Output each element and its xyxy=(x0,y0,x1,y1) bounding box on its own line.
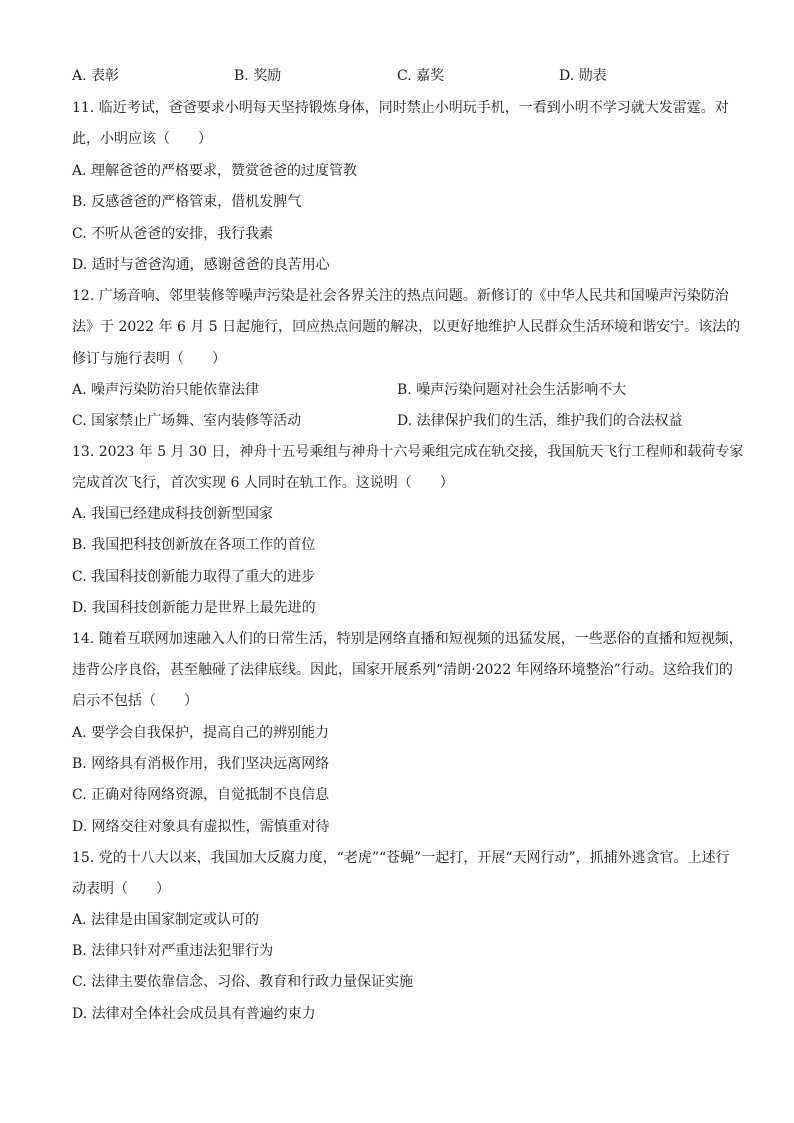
question-12-option-a: A. 噪声污染防治只能依靠法律 xyxy=(72,382,260,398)
question-13-stem-line-2: 完成首次飞行，首次实现 6 人同时在轨工作。这说明（ ） xyxy=(72,475,454,491)
question-14-stem-line-1: 14. 随着互联网加速融入人们的日常生活，特别是网络直播和短视频的迅猛发展，一些恶俗的直播和短视频， xyxy=(72,631,743,647)
question-15-option-c: C. 法律主要依靠信念、习俗、教育和行政力量保证实施 xyxy=(72,974,414,990)
option-b: B. 奖励 xyxy=(234,68,282,84)
question-13-option-b: B. 我国把科技创新放在各项工作的首位 xyxy=(72,537,316,553)
question-12-stem-line-2: 法》于 2022 年 6 月 5 日起施行，回应热点问题的解决，以更好地维护人民群众生活环境和谐安宁。该法的 xyxy=(72,319,741,335)
question-15-option-a: A. 法律是由国家制定或认可的 xyxy=(72,912,260,928)
option-d: D. 勋表 xyxy=(559,68,607,84)
question-14-option-b: B. 网络具有消极作用，我们坚决远离网络 xyxy=(72,756,330,772)
question-12-stem-line-1: 12. 广场音响、邻里装修等噪声污染是社会各界关注的热点问题。新修订的《中华人民共和国噪声污染防治 xyxy=(72,288,729,304)
question-13-option-c: C. 我国科技创新能力取得了重大的进步 xyxy=(72,569,316,585)
question-11-option-d: D. 适时与爸爸沟通，感谢爸爸的良苦用心 xyxy=(72,257,330,273)
question-11-option-c: C. 不听从爸爸的安排，我行我素 xyxy=(72,226,274,242)
question-11-option-a: A. 理解爸爸的严格要求，赞赏爸爸的过度管教 xyxy=(72,163,358,179)
question-12-stem-line-3: 修订与施行表明（ ） xyxy=(72,351,226,367)
question-11-option-b: B. 反感爸爸的严格管束，借机发脾气 xyxy=(72,194,302,210)
question-14-stem-line-2: 违背公序良俗，甚至触碰了法律底线。因此，国家开展系列“清朗·2022 年网络环境整治”行动。这给我们的 xyxy=(72,662,733,678)
question-12-option-d: D. 法律保护我们的生活，维护我们的合法权益 xyxy=(397,413,683,429)
question-12-option-c: C. 国家禁止广场舞、室内装修等活动 xyxy=(72,413,302,429)
question-12-option-b: B. 噪声污染问题对社会生活影响不大 xyxy=(397,382,627,398)
question-15-stem-line-2: 动表明（ ） xyxy=(72,881,170,897)
question-15-option-d: D. 法律对全体社会成员具有普遍约束力 xyxy=(72,1006,316,1022)
option-c: C. 嘉奖 xyxy=(397,68,445,84)
question-13-option-a: A. 我国已经建成科技创新型国家 xyxy=(72,506,274,522)
question-13-option-d: D. 我国科技创新能力是世界上最先进的 xyxy=(72,600,316,616)
question-11-stem-line-1: 11. 临近考试，爸爸要求小明每天坚持锻炼身体，同时禁止小明玩手机，一看到小明不学习就大发雷霆。对 xyxy=(72,100,729,116)
question-15-option-b: B. 法律只针对严重违法犯罪行为 xyxy=(72,943,274,959)
question-11-stem-line-2: 此，小明应该（ ） xyxy=(72,131,212,147)
question-13-stem-line-1: 13. 2023 年 5 月 30 日，神舟十五号乘组与神舟十六号乘组完成在轨交接，我国航天飞行工程师和载荷专家 xyxy=(72,444,744,460)
question-14-option-a: A. 要学会自我保护，提高自己的辨别能力 xyxy=(72,725,330,741)
question-14-option-d: D. 网络交往对象具有虚拟性，需慎重对待 xyxy=(72,819,330,835)
question-15-stem-line-1: 15. 党的十八大以来，我国加大反腐力度，“老虎”“苍蝇”一起打，开展“天网行动”，抓捕外逃贪官。上述行 xyxy=(72,850,730,866)
question-14-stem-line-3: 启示不包括（ ） xyxy=(72,693,198,709)
option-a: A. 表彰 xyxy=(72,68,120,84)
question-14-option-c: C. 正确对待网络资源，自觉抵制不良信息 xyxy=(72,787,330,803)
